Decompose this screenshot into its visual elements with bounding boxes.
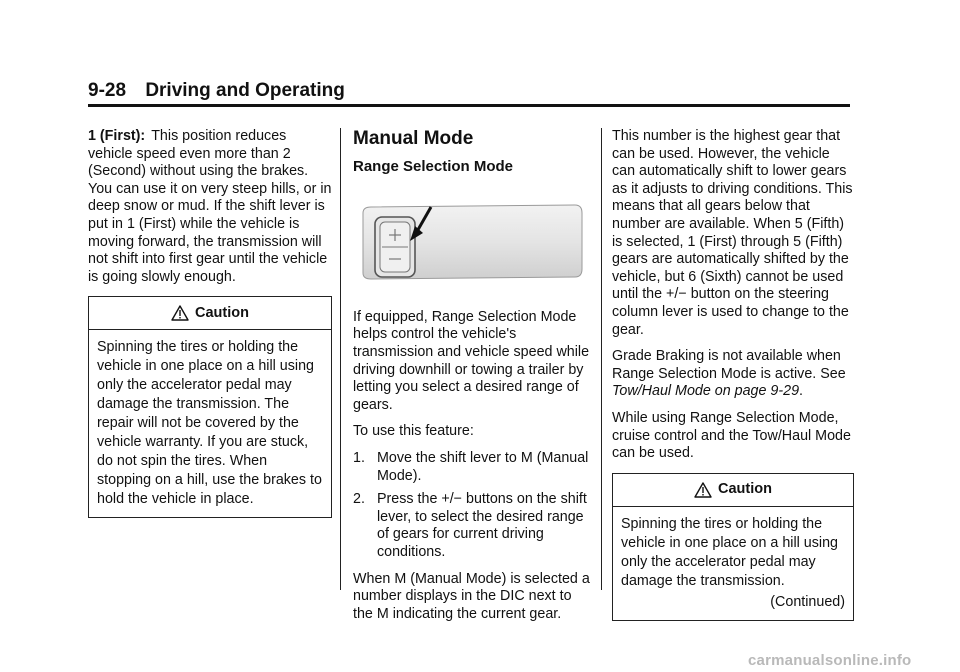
caution-box-2 <box>612 473 854 621</box>
column-divider-2 <box>601 128 602 590</box>
column-2 <box>353 130 593 632</box>
step-number: 1. <box>353 449 365 466</box>
step-item <box>353 450 593 485</box>
first-gear-term: 1 (First): <box>88 128 146 144</box>
shift-lever-illustration <box>353 199 583 289</box>
step-item <box>353 491 593 561</box>
column-1 <box>88 128 332 518</box>
manual-mode-paragraph: When M (Manual Mode) is selected a number displays in the DIC next to the M indicating the current gear. <box>353 570 590 622</box>
caution-text-1: Spinning the tires or holding the vehicle in one place on a hill using only the accelerator pedal may damage the transmission. The repair will not be covered by the vehicle warranty. If you are stuck, do not spin the tires. When stopping on a hill, use the brakes to hold the vehicle in place. <box>97 339 322 508</box>
caution-header-1 <box>89 297 331 330</box>
grade-braking-end: . <box>799 383 804 400</box>
cruise-control-paragraph: While using Range Selection Mode, cruise control and the Tow/Haul Mode can be used. <box>612 409 851 462</box>
grade-braking-paragraph <box>612 348 854 401</box>
step-text: Move the shift lever to M (Manual Mode). <box>377 449 589 484</box>
step-text: Press the +/− buttons on the shift lever, to select the desired range of gears for current driving conditions. <box>377 491 587 560</box>
warning-icon <box>171 305 189 321</box>
caution-title-1: Caution <box>195 304 249 321</box>
watermark-text: carmanualsonline.info <box>748 652 912 669</box>
page-number: 9-28 <box>88 80 127 101</box>
to-use-label: To use this feature: <box>353 423 474 440</box>
column-divider-1 <box>340 128 341 590</box>
continued-label: (Continued) <box>770 593 845 610</box>
tow-haul-reference: Tow/Haul Mode on page 9‑29 <box>612 383 800 400</box>
range-selection-intro: If equipped, Range Selection Mode helps control the vehicle's transmission and vehicle speed while driving downhill or towing a trailer by letting you select a desired range of gears. <box>353 308 590 413</box>
step-number: 2. <box>353 491 365 508</box>
chapter-title: Driving and Operating <box>145 80 345 101</box>
steps-list <box>353 450 593 562</box>
highest-gear-paragraph: This number is the highest gear that can be used. However, the vehicle can automatically shift to lower gears as it adjusts to driving conditions. This means that all gears below that number are available. When 5 (Fifth) is selected, 1 (First) through 5 (Fifth) gears are automatically shifted by the vehicle, but 6 (Sixth) cannot be used until the +/− button on the steering column lever is used to change to the gear. <box>612 128 853 338</box>
column-3 <box>612 128 854 621</box>
caution-text-2 <box>613 507 853 620</box>
caution-title-2: Caution <box>718 480 772 497</box>
first-gear-paragraph <box>88 128 332 286</box>
grade-braking-text: Grade Braking is not available when Range Selection Mode is active. See <box>612 348 846 382</box>
header-rule <box>88 104 850 107</box>
first-gear-text: This position reduces vehicle speed even more than 2 (Second) without using the brakes. You can use it on very steep hills, or in deep snow or mud. If the shift lever is put in 1 (First) while the vehicle is moving forward, the transmission will not shift into first gear until the vehicle is going slowly enough. <box>88 128 332 285</box>
page-header <box>88 80 850 102</box>
warning-icon <box>694 482 712 498</box>
caution-header-2 <box>613 474 853 507</box>
caution-body-text: Spinning the tires or holding the vehicle in one place on a hill using only the accelerator pedal may damage the transmission. <box>621 515 838 589</box>
section-title: Manual Mode <box>353 128 474 149</box>
caution-box-1 <box>88 296 332 518</box>
subsection-title: Range Selection Mode <box>353 157 514 175</box>
